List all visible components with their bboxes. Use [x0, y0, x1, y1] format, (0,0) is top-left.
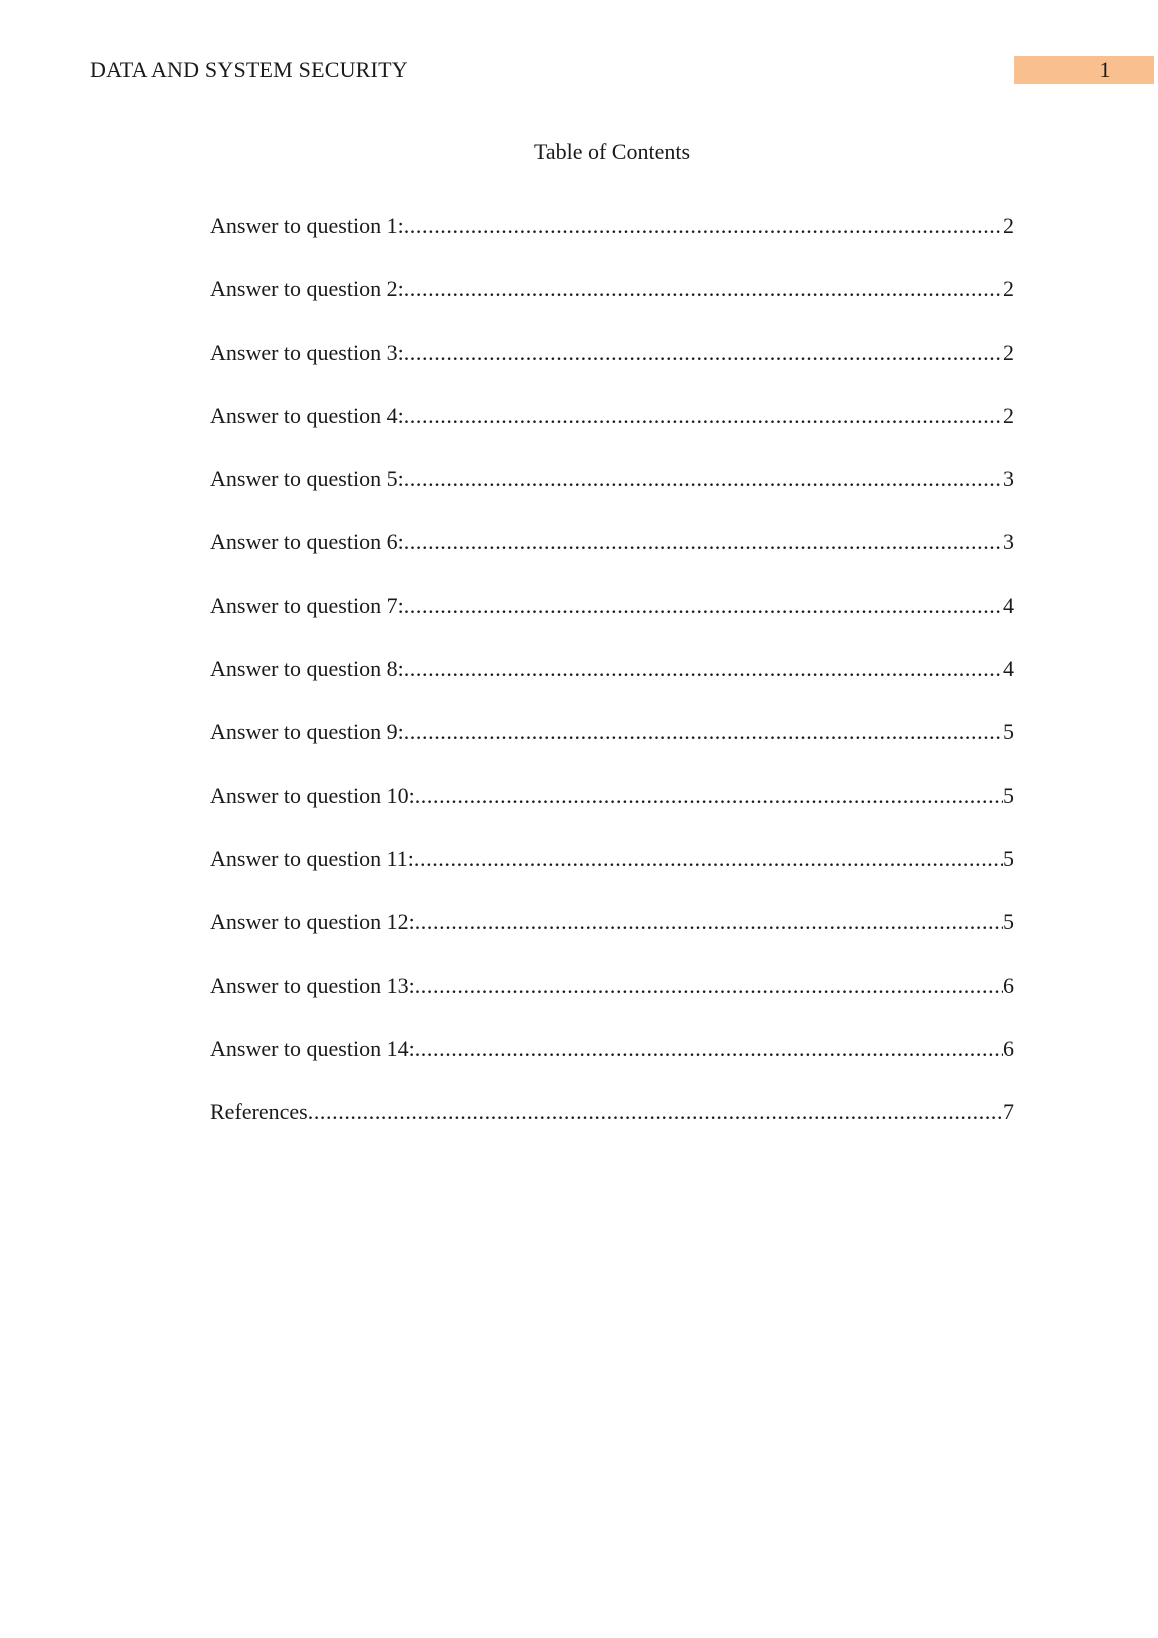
- toc-dot-leader: [404, 592, 1003, 620]
- toc-entry-page: 2: [1003, 213, 1014, 238]
- page-number-highlight: [1014, 56, 1154, 84]
- toc-entry-page: 5: [1003, 845, 1014, 871]
- running-head: DATA AND SYSTEM SECURITY: [90, 57, 408, 82]
- toc-entry-question-2[interactable]: [210, 275, 1014, 338]
- toc-entry-label: Answer to question 13:: [210, 972, 415, 998]
- toc-entry-label: Answer to question 11:: [210, 845, 414, 871]
- toc-entry-question-5[interactable]: [210, 465, 1014, 528]
- toc-entry-page: 6: [1003, 1035, 1014, 1061]
- toc-dot-leader: [404, 718, 1003, 746]
- toc-entry-label: Answer to question 9:: [210, 719, 404, 745]
- toc-dot-leader: [415, 782, 1003, 810]
- toc-entry-page: 5: [1003, 909, 1014, 935]
- toc-entry-question-3[interactable]: [210, 339, 1014, 402]
- toc-entry-question-14[interactable]: [210, 1035, 1014, 1098]
- toc-title: Table of Contents: [533, 139, 691, 164]
- toc-dot-leader: [404, 212, 1003, 240]
- toc-entry-page: 5: [1003, 719, 1014, 745]
- toc-entry-question-1[interactable]: [210, 212, 1014, 275]
- toc-entry-question-13[interactable]: [210, 972, 1014, 1035]
- toc-entry-question-8[interactable]: [210, 655, 1014, 718]
- toc-entry-question-6[interactable]: [210, 528, 1014, 591]
- toc-entry-label: Answer to question 7:: [210, 592, 404, 618]
- toc-entry-references[interactable]: [210, 1098, 1014, 1161]
- toc-entry-label: Answer to question 6:: [210, 529, 404, 555]
- toc-entry-question-12[interactable]: [210, 908, 1014, 971]
- toc-dot-leader: [415, 908, 1003, 936]
- toc-entry-label: Answer to question 14:: [210, 1035, 415, 1061]
- toc-entry-page: 4: [1003, 592, 1014, 618]
- toc-entry-label: References: [210, 1099, 308, 1125]
- toc-entry-label: Answer to question 3:: [210, 339, 404, 365]
- toc-dot-leader: [404, 402, 1003, 430]
- toc-entry-question-10[interactable]: [210, 782, 1014, 845]
- toc-entry-page: 7: [1003, 1099, 1014, 1125]
- toc-list: [210, 212, 1014, 1161]
- toc-entry-label: Answer to question 1:: [210, 213, 404, 238]
- toc-entry-question-7[interactable]: [210, 592, 1014, 655]
- toc-entry-page: 2: [1003, 276, 1014, 302]
- toc-entry-label: Answer to question 4:: [210, 402, 404, 428]
- toc-entry-question-4[interactable]: [210, 402, 1014, 465]
- toc-entry-page: 3: [1003, 466, 1014, 492]
- toc-dot-leader: [404, 339, 1003, 367]
- toc-dot-leader: [404, 528, 1003, 556]
- toc-entry-question-11[interactable]: [210, 845, 1014, 908]
- toc-entry-label: Answer to question 8:: [210, 656, 404, 682]
- page-number: 1: [1099, 57, 1111, 82]
- toc-entry-page: 4: [1003, 656, 1014, 682]
- toc-entry-page: 2: [1003, 402, 1014, 428]
- toc-entry-label: Answer to question 5:: [210, 466, 404, 492]
- toc-entry-label: Answer to question 10:: [210, 782, 415, 808]
- toc-entry-page: 5: [1003, 782, 1014, 808]
- toc-dot-leader: [308, 1098, 1003, 1126]
- toc-entry-label: Answer to question 12:: [210, 909, 415, 935]
- toc-entry-label: Answer to question 2:: [210, 276, 404, 302]
- toc-dot-leader: [404, 655, 1003, 683]
- toc-dot-leader: [404, 465, 1003, 493]
- toc-dot-leader: [415, 1035, 1003, 1063]
- toc-dot-leader: [414, 845, 1003, 873]
- toc-entry-question-9[interactable]: [210, 718, 1014, 781]
- toc-entry-page: 6: [1003, 972, 1014, 998]
- toc-dot-leader: [404, 275, 1003, 303]
- toc-entry-page: 2: [1003, 339, 1014, 365]
- toc-dot-leader: [415, 972, 1003, 1000]
- toc-entry-page: 3: [1003, 529, 1014, 555]
